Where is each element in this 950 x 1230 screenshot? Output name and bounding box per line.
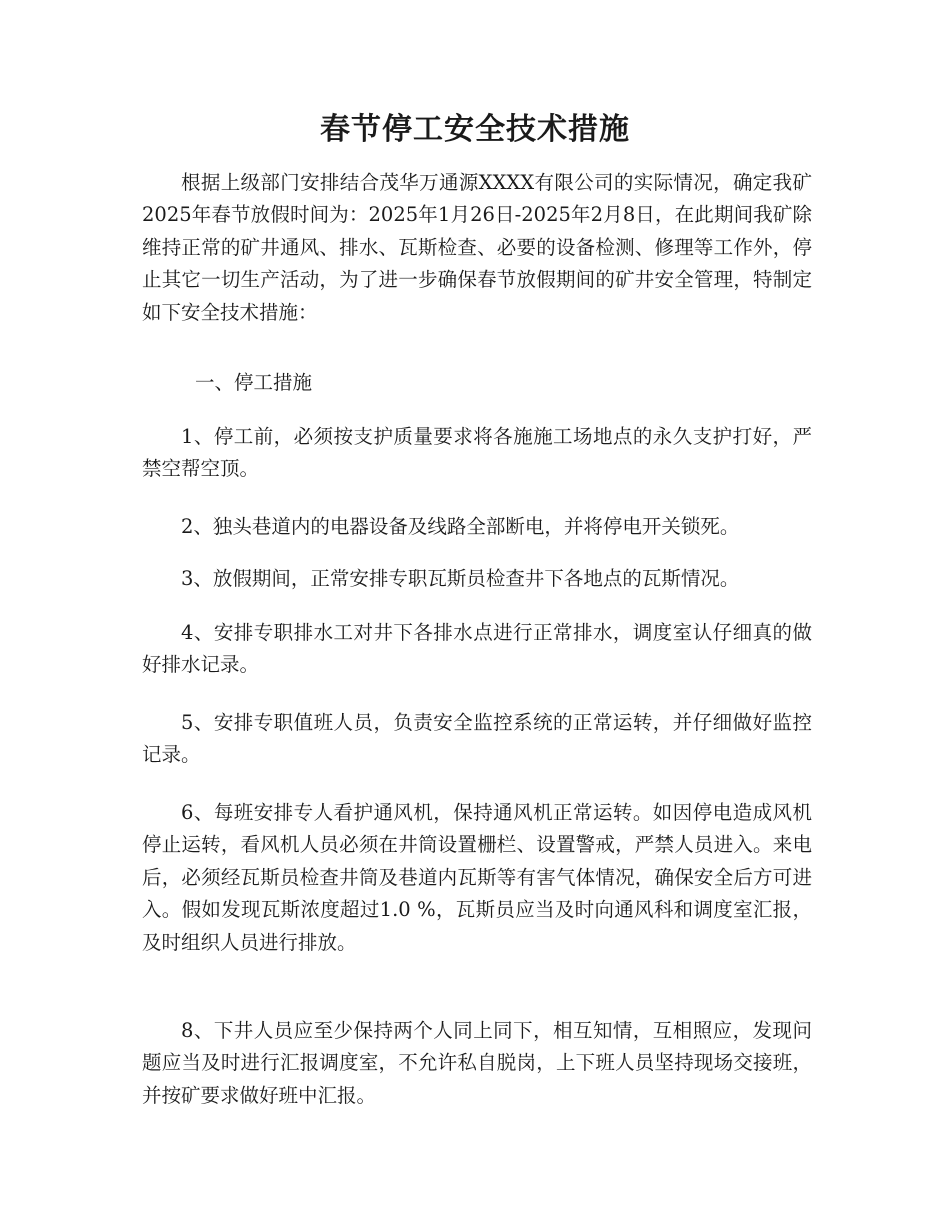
list-item: 8、下井人员应至少保持两个人同上同下，相互知情，互相照应，发现问题应当及时进行汇报调度室，不允许私自脱岗，上下班人员坚持现场交接班，并按矿要求做好班中汇报。: [142, 1019, 812, 1107]
document-title: 春节停工安全技术措施: [320, 112, 630, 147]
intro-paragraph: 根据上级部门安排结合茂华万通源XXXX有限公司的实际情况，确定我矿2025年春节放假时间为：2025年1月26日-2025年2月8日，在此期间我矿除维持正常的矿井通风、排水、瓦斯检查、必要的设备检测、修理等工作外，停止其它一切生产活动，为了进一步确保春节放假期间的矿井安全管理，特制定如下安全技术措施：: [142, 171, 812, 324]
list-item: 6、每班安排专人看护通风机，保持通风机正常运转。如因停电造成风机停止运转，看风机人员必须在井筒设置栅栏、设置警戒，严禁人员进入。来电后，必须经瓦斯员检查井筒及巷道内瓦斯等有害气体情况，确保安全后方可进入。假如发现瓦斯浓度超过1.0 %，瓦斯员应当及时向通风科和调度室汇报，及时组织人员进行排放。: [142, 801, 812, 954]
section-heading: 一、停工措施: [195, 371, 313, 394]
list-item: 3、放假期间，正常安排专职瓦斯员检查井下各地点的瓦斯情况。: [181, 567, 740, 590]
list-item: 2、独头巷道内的电器设备及线路全部断电，并将停电开关锁死。: [181, 515, 740, 538]
list-item: 1、停工前，必须按支护质量要求将各施施工场地点的永久支护打好，严禁空帮空顶。: [142, 425, 812, 481]
list-item: 5、安排专职值班人员，负责安全监控系统的正常运转，并仔细做好监控记录。: [142, 711, 812, 767]
list-item: 4、安排专职排水工对井下各排水点进行正常排水，调度室认仔细真的做好排水记录。: [142, 621, 812, 677]
